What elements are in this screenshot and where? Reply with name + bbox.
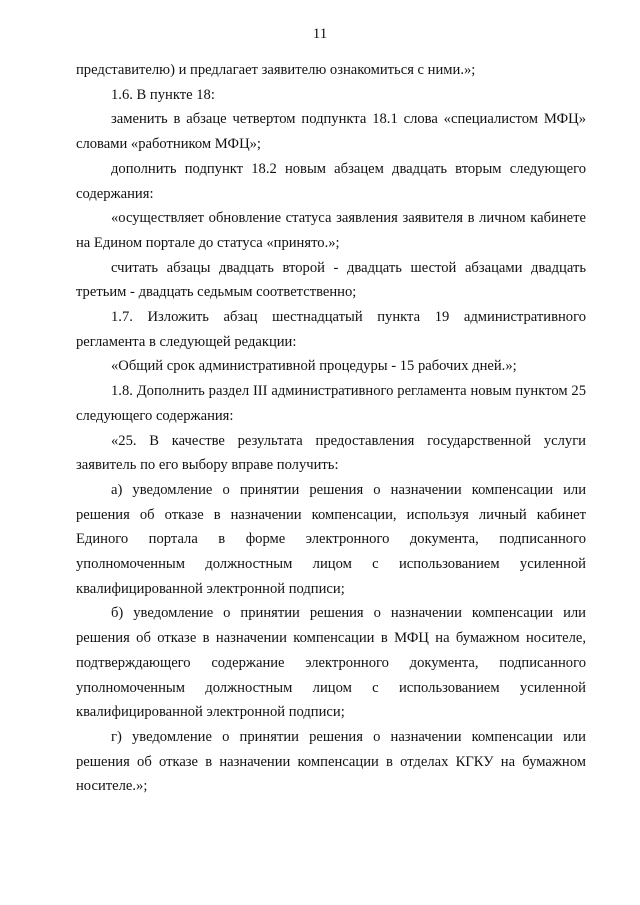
page-number: 11: [312, 26, 328, 42]
paragraph-item-a: а) уведомление о принятии решения о назначении компенсации или решения об отказе в назначении компенсации, используя личный кабинет Единого портала в форме электронного документа, подписанного уполномоченным должностным лицом с использованием усиленной квалифицированной электронной подписи;: [76, 481, 586, 597]
paragraph-add-subclause: дополнить подпункт 18.2 новым абзацем двадцать вторым следующего содержания:: [76, 160, 586, 202]
paragraph-quoted-status: «осуществляет обновление статуса заявления заявителя в личном кабинете на Едином портале до статуса «принято.»;: [76, 210, 586, 251]
paragraph-quoted-term: «Общий срок административной процедуры - 15 рабочих дней.»;: [111, 358, 517, 375]
paragraph-continuation: представителю) и предлагает заявителю ознакомиться с ними.»;: [76, 62, 476, 78]
paragraph-renumber: считать абзацы двадцать второй - двадцать шестой абзацами двадцать третьим - двадцать седьмым соответственно;: [76, 259, 586, 301]
paragraph-replace-words: заменить в абзаце четвертом подпункта 18.1 слова «специалистом МФЦ» словами «работником МФЦ»;: [76, 111, 586, 153]
paragraph-1-7: 1.7. Изложить абзац шестнадцатый пункта 19 административного регламента в следующей редакции:: [76, 309, 586, 350]
paragraph-item-b: б) уведомление о принятии решения о назначении компенсации или решения об отказе в назначении компенсации в МФЦ на бумажном носителе, подтверждающего содержание электронного документа, подписанного уполномоченным должностным лицом с использованием усиленной квалифицированной электронной подписи;: [76, 605, 586, 721]
paragraph-1-6: 1.6. В пункте 18:: [111, 86, 215, 103]
paragraph-1-8: 1.8. Дополнить раздел III административного регламента новым пунктом 25 следующего содержания:: [76, 383, 586, 424]
document-body: [76, 58, 586, 799]
paragraph-item-g: г) уведомление о принятии решения о назначении компенсации или решения об отказе в назначении компенсации в отделах КГКУ на бумажном носителе.»;: [76, 728, 586, 795]
paragraph-25: «25. В качестве результата предоставления государственной услуги заявитель по его выбору вправе получить:: [76, 432, 586, 474]
